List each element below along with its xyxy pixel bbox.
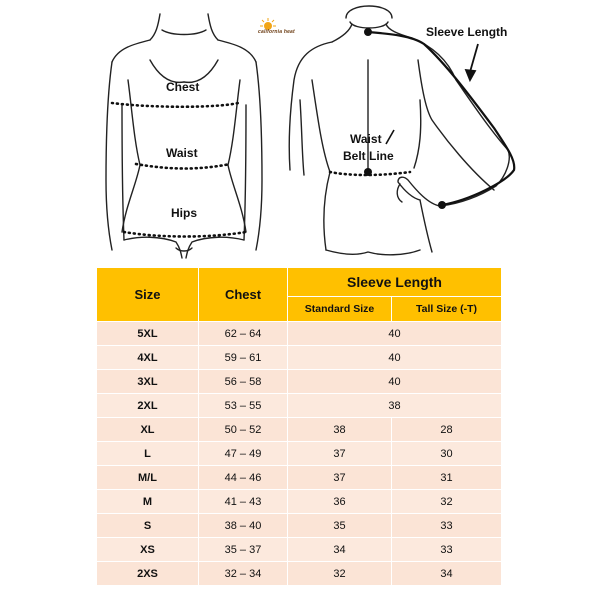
cell-chest: 50 – 52 (199, 418, 288, 442)
label-hips: Hips (171, 206, 198, 220)
back-figure (289, 6, 509, 255)
cell-size: 4XL (97, 346, 199, 370)
label-belt-line: Belt Line (343, 149, 394, 163)
label-sleeve-length: Sleeve Length (426, 25, 508, 39)
cell-standard: 38 (288, 418, 392, 442)
sleeve-arrow-icon (466, 44, 478, 80)
table-row (97, 490, 502, 514)
cell-size: XL (97, 418, 199, 442)
brand-name: california heat (258, 29, 295, 35)
cell-size: 2XS (97, 562, 199, 586)
cell-chest: 59 – 61 (199, 346, 288, 370)
cell-tall: 28 (392, 418, 502, 442)
table-row (97, 466, 502, 490)
table-row (97, 562, 502, 586)
sleeve-length-line (368, 32, 514, 205)
cell-sleeve: 40 (288, 370, 502, 394)
cell-chest: 32 – 34 (199, 562, 288, 586)
size-chart-table (96, 267, 502, 586)
cell-size: 3XL (97, 370, 199, 394)
cell-size: S (97, 514, 199, 538)
cell-size: M/L (97, 466, 199, 490)
cell-tall: 34 (392, 562, 502, 586)
cell-chest: 44 – 46 (199, 466, 288, 490)
cell-tall: 33 (392, 538, 502, 562)
header-standard-size: Standard Size (288, 297, 392, 322)
table-row (97, 418, 502, 442)
cell-tall: 33 (392, 514, 502, 538)
header-tall-size: Tall Size (-T) (392, 297, 502, 322)
cell-standard: 35 (288, 514, 392, 538)
cell-size: M (97, 490, 199, 514)
measure-dots (364, 28, 446, 209)
body-illustrations (0, 0, 600, 262)
cell-size: 2XL (97, 394, 199, 418)
header-size: Size (97, 268, 199, 322)
table-row (97, 538, 502, 562)
label-waist: Waist (166, 146, 198, 160)
cell-chest: 53 – 55 (199, 394, 288, 418)
front-figure (106, 14, 262, 258)
table-row (97, 322, 502, 346)
cell-tall: 32 (392, 490, 502, 514)
cell-standard: 37 (288, 442, 392, 466)
cell-tall: 30 (392, 442, 502, 466)
cell-chest: 35 – 37 (199, 538, 288, 562)
label-back-waist: Waist (350, 132, 382, 146)
waist-pointer-icon (386, 130, 394, 144)
cell-chest: 41 – 43 (199, 490, 288, 514)
table-row (97, 370, 502, 394)
cell-standard: 32 (288, 562, 392, 586)
cell-sleeve: 38 (288, 394, 502, 418)
table-row (97, 514, 502, 538)
cell-chest: 47 – 49 (199, 442, 288, 466)
cell-size: 5XL (97, 322, 199, 346)
label-chest: Chest (166, 80, 200, 94)
table-row (97, 442, 502, 466)
cell-size: XS (97, 538, 199, 562)
cell-standard: 37 (288, 466, 392, 490)
header-chest: Chest (199, 268, 288, 322)
cell-chest: 38 – 40 (199, 514, 288, 538)
cell-sleeve: 40 (288, 322, 502, 346)
cell-standard: 36 (288, 490, 392, 514)
cell-sleeve: 40 (288, 346, 502, 370)
cell-chest: 62 – 64 (199, 322, 288, 346)
measurement-diagram (0, 0, 600, 262)
cell-tall: 31 (392, 466, 502, 490)
cell-chest: 56 – 58 (199, 370, 288, 394)
table-row (97, 346, 502, 370)
cell-size: L (97, 442, 199, 466)
header-sleeve-length: Sleeve Length (288, 268, 502, 297)
table-row (97, 394, 502, 418)
cell-standard: 34 (288, 538, 392, 562)
